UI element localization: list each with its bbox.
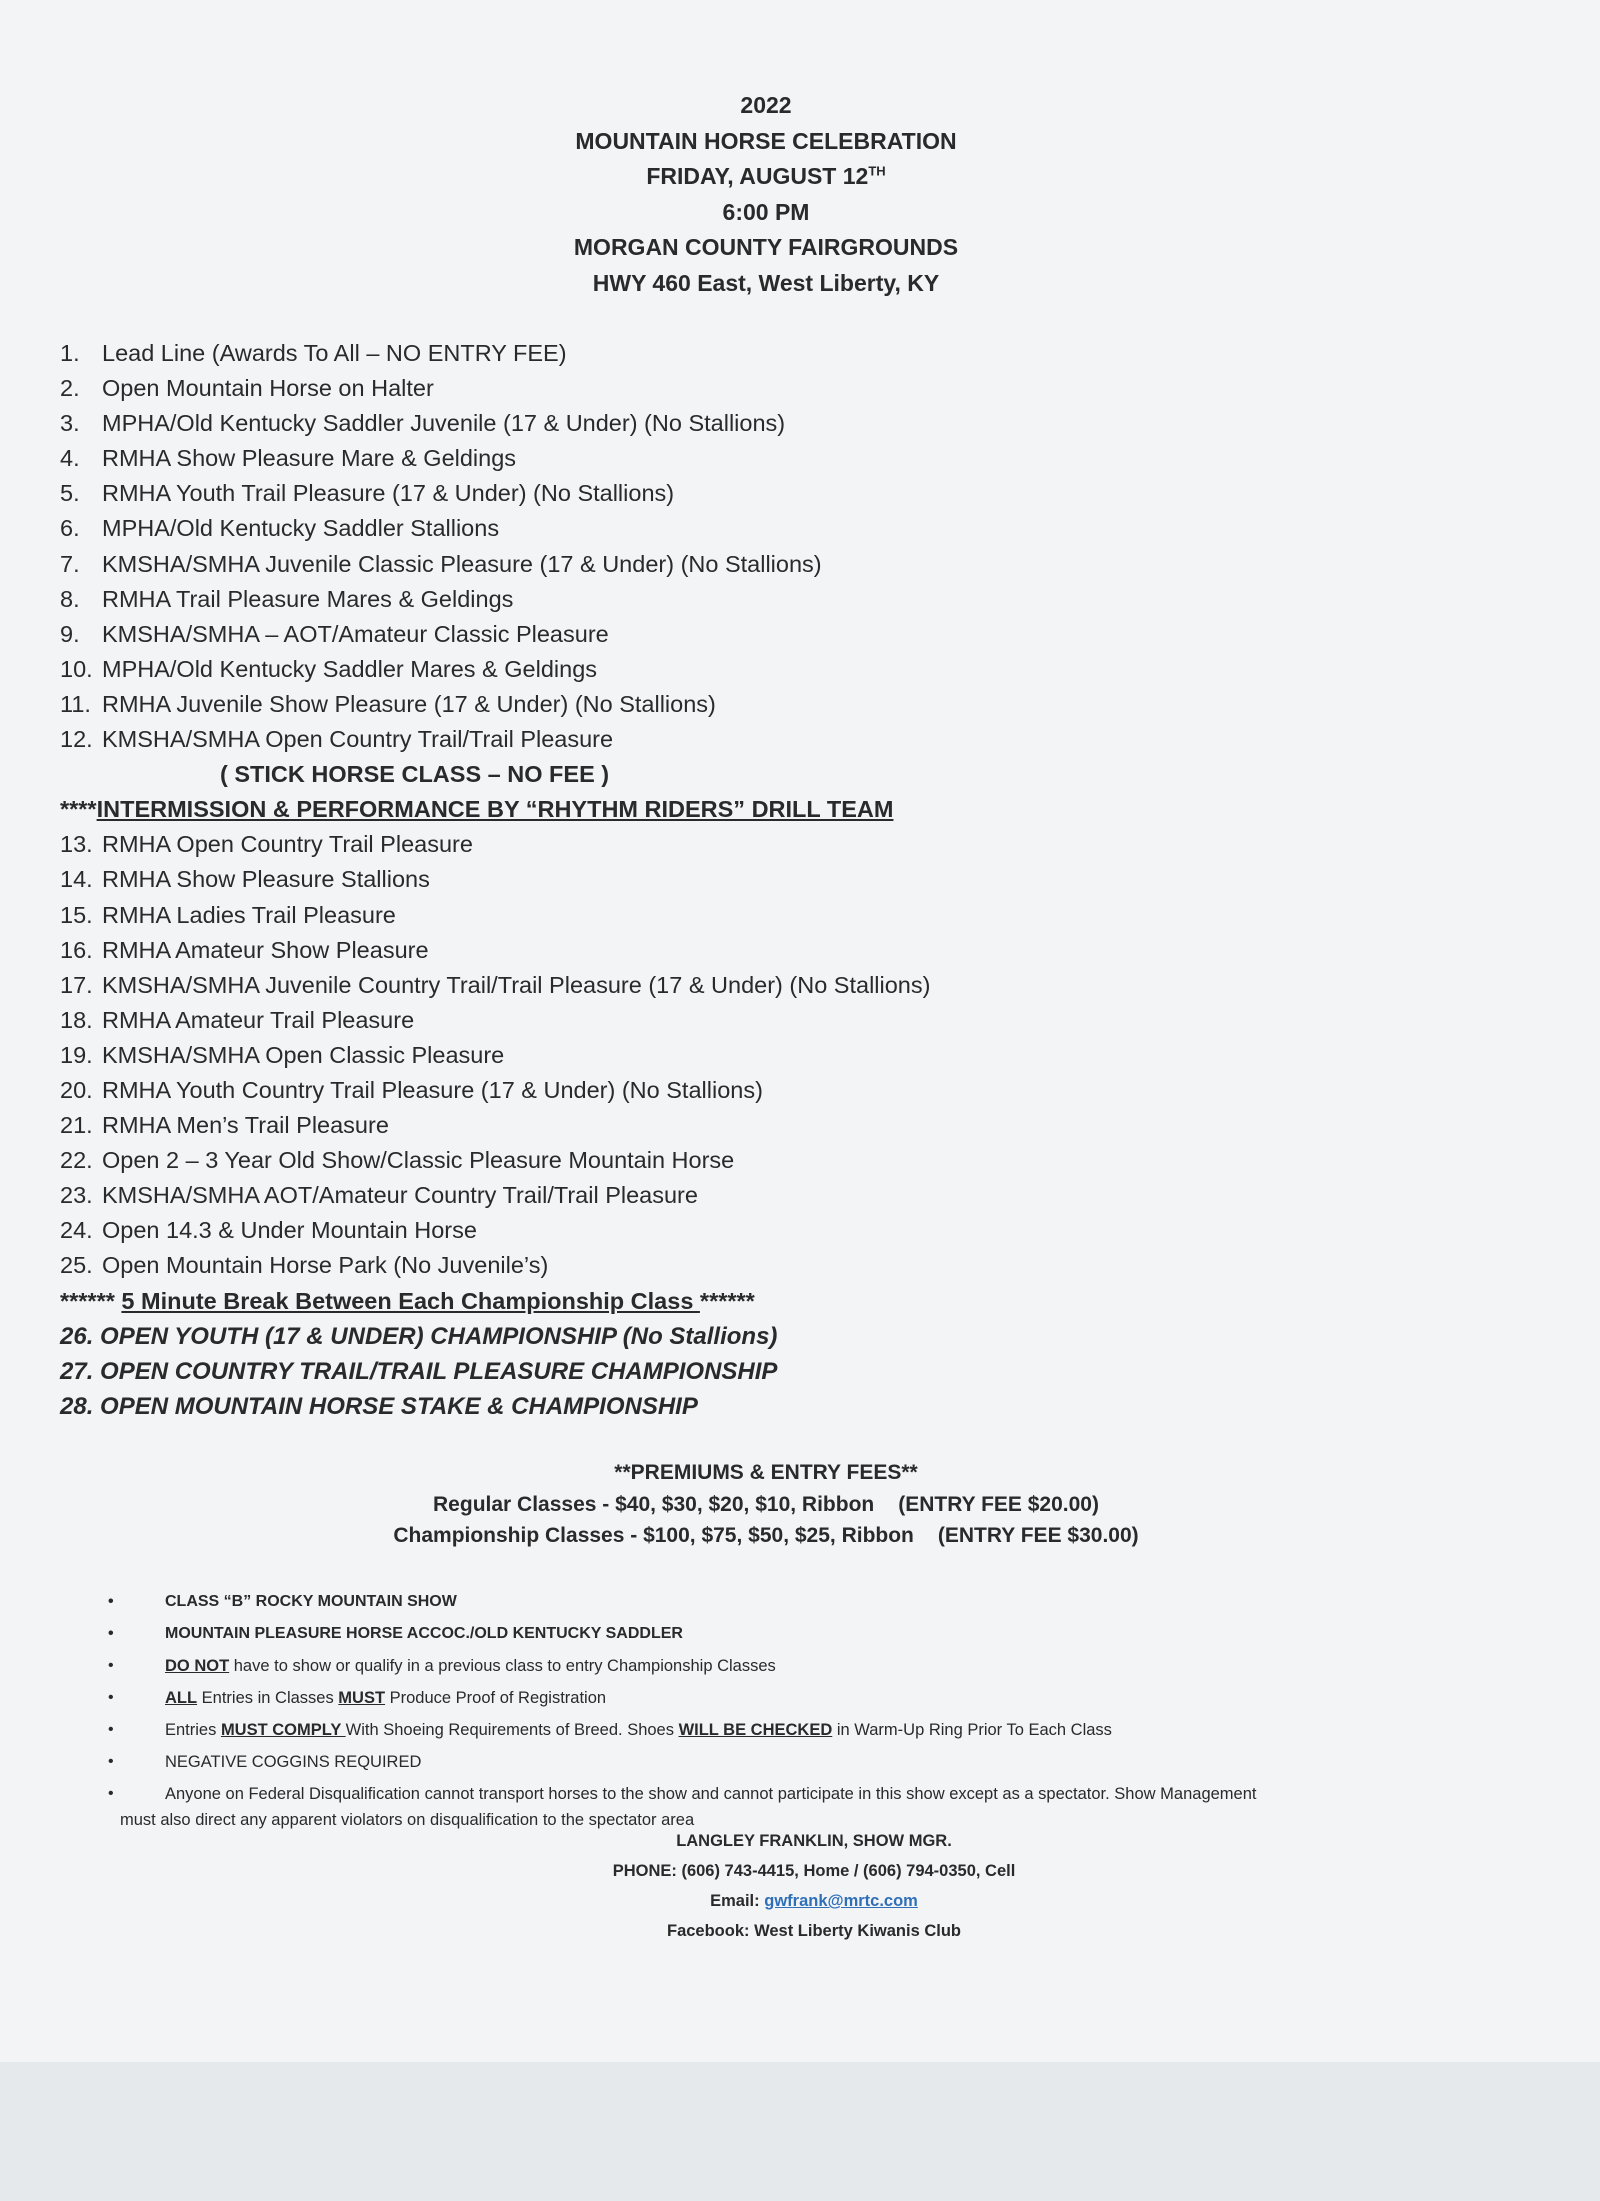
class-number: 5. — [60, 480, 80, 507]
class-number: 18. — [60, 1006, 93, 1033]
championship-classes-line — [0, 1520, 1532, 1552]
rule-text: have to show or qualify in a previous class to entry Championship Classes — [229, 1657, 776, 1675]
class-item — [60, 652, 1520, 687]
class-number: 7. — [60, 550, 80, 577]
rule-text: Entries — [165, 1721, 221, 1739]
class-number: 16. — [60, 936, 93, 963]
intermission-line — [60, 792, 1520, 827]
class-item — [60, 1108, 1520, 1143]
championship-27: 27. OPEN COUNTRY TRAIL/TRAIL PLEASURE CHAMPIONSHIP — [60, 1357, 778, 1385]
rule-item — [100, 1618, 1520, 1650]
class-item — [60, 722, 1520, 757]
class-name: KMSHA/SMHA Open Country Trail/Trail Pleasure — [102, 726, 614, 753]
break-stars-left: ****** — [60, 1287, 122, 1314]
class-list — [60, 336, 1520, 1424]
event-date — [0, 159, 1532, 195]
class-name: KMSHA/SMHA Open Classic Pleasure — [102, 1041, 505, 1068]
class-name: Open Mountain Horse Park (No Juvenile’s) — [102, 1252, 549, 1279]
event-header — [0, 88, 1532, 301]
bullet-dot: • — [108, 1593, 114, 1610]
class-number: 6. — [60, 515, 80, 542]
rule-item — [100, 1650, 1520, 1682]
class-number: 4. — [60, 445, 80, 472]
class-name: Open 14.3 & Under Mountain Horse — [102, 1217, 477, 1244]
class-item — [60, 1003, 1520, 1038]
class-name: MPHA/Old Kentucky Saddler Mares & Geldings — [102, 655, 598, 682]
show-manager: LANGLEY FRANKLIN, SHOW MGR. — [676, 1832, 952, 1850]
class-item — [60, 933, 1520, 968]
rule-item — [100, 1714, 1520, 1746]
class-item — [60, 406, 1520, 441]
class-item — [60, 336, 1520, 371]
premiums-section — [0, 1457, 1532, 1552]
break-stars-right: ****** — [699, 1287, 755, 1314]
rule-item — [100, 1682, 1520, 1714]
rule-emphasis: DO NOT — [165, 1657, 230, 1675]
rules-list — [100, 1586, 1520, 1834]
class-number: 22. — [60, 1147, 93, 1174]
class-name: RMHA Ladies Trail Pleasure — [102, 901, 396, 928]
scan-margin — [0, 2062, 1600, 2201]
phone-numbers: PHONE: (606) 743-4415, Home / (606) 794-0350, Cell — [612, 1862, 1016, 1880]
class-item — [60, 968, 1520, 1003]
bullet-dot: • — [108, 1689, 114, 1706]
class-name: RMHA Youth Country Trail Pleasure (17 & Under) (No Stallions) — [102, 1076, 763, 1103]
class-name: RMHA Men’s Trail Pleasure — [102, 1112, 389, 1139]
rule-text: NEGATIVE COGGINS REQUIRED — [165, 1753, 422, 1771]
class-item — [60, 1213, 1520, 1248]
rule-text-continued: must also direct any apparent violators on disqualification to the spectator area — [120, 1811, 695, 1829]
class-number: 14. — [60, 866, 93, 893]
rule-text: Anyone on Federal Disqualification cannot transport horses to the show and cannot participate in this show except as a spectator. Show Management — [165, 1785, 1257, 1803]
break-text: 5 Minute Break Between Each Championship Class — [121, 1287, 700, 1314]
class-list-part-2 — [60, 827, 1520, 1283]
class-name: RMHA Amateur Show Pleasure — [102, 936, 429, 963]
class-item — [60, 511, 1520, 546]
class-name: RMHA Open Country Trail Pleasure — [102, 831, 473, 858]
class-number: 24. — [60, 1217, 93, 1244]
class-number: 15. — [60, 901, 93, 928]
rule-emphasis: MUST — [338, 1689, 386, 1707]
bullet-dot: • — [108, 1657, 114, 1674]
email-label: Email: — [710, 1892, 765, 1910]
rule-emphasis: WILL BE CHECKED — [678, 1721, 833, 1739]
class-number: 2. — [60, 375, 80, 402]
email-link[interactable]: gwfrank@mrtc.com — [764, 1892, 918, 1910]
class-item — [60, 441, 1520, 476]
regular-entry-fee: (ENTRY FEE $20.00) — [898, 1492, 1099, 1516]
premiums-title: **PREMIUMS & ENTRY FEES** — [614, 1461, 918, 1484]
rule-emphasis: MUST COMPLY — [220, 1721, 346, 1739]
class-item — [60, 1143, 1520, 1178]
event-address: HWY 460 East, West Liberty, KY — [592, 269, 940, 296]
event-date-text: FRIDAY, AUGUST 12 — [646, 163, 869, 189]
class-number: 20. — [60, 1076, 93, 1103]
championship-entry-fee: (ENTRY FEE $30.00) — [937, 1524, 1139, 1547]
bullet-dot: • — [108, 1785, 114, 1802]
class-number: 12. — [60, 726, 93, 753]
rule-text: in Warm-Up Ring Prior To Each Class — [832, 1721, 1112, 1739]
class-item — [60, 1178, 1520, 1213]
rule-text: CLASS “B” ROCKY MOUNTAIN SHOW — [165, 1593, 457, 1610]
class-item — [60, 687, 1520, 722]
class-number: 25. — [60, 1252, 93, 1279]
class-item — [60, 1038, 1520, 1073]
class-number: 19. — [60, 1041, 93, 1068]
stick-horse-class: ( STICK HORSE CLASS – NO FEE ) — [220, 761, 610, 788]
class-item — [60, 898, 1520, 933]
event-year: 2022 — [740, 92, 792, 118]
class-name: MPHA/Old Kentucky Saddler Juvenile (17 & Under) (No Stallions) — [102, 410, 786, 437]
class-number: 1. — [60, 340, 80, 366]
class-number: 11. — [60, 690, 91, 717]
bullet-dot: • — [108, 1721, 114, 1738]
regular-premiums: Regular Classes - $40, $30, $20, $10, Ribbon — [433, 1492, 875, 1516]
class-item — [60, 1073, 1520, 1108]
class-number: 10. — [60, 655, 93, 682]
rule-text: Entries in Classes — [197, 1689, 339, 1707]
bullet-dot: • — [108, 1753, 114, 1770]
rule-text: With Shoeing Requirements of Breed. Shoes — [345, 1721, 679, 1739]
championship-28: 28. OPEN MOUNTAIN HORSE STAKE & CHAMPIONSHIP — [60, 1392, 698, 1420]
class-name: Lead Line (Awards To All – NO ENTRY FEE) — [102, 340, 567, 366]
class-item — [60, 617, 1520, 652]
rule-text: Produce Proof of Registration — [385, 1689, 607, 1707]
class-name: RMHA Trail Pleasure Mares & Geldings — [102, 585, 514, 612]
rule-item — [100, 1746, 1520, 1778]
email-line — [0, 1886, 1600, 1916]
class-name: RMHA Youth Trail Pleasure (17 & Under) (No Stallions) — [102, 480, 675, 507]
class-item — [60, 547, 1520, 582]
class-name: RMHA Show Pleasure Mare & Geldings — [102, 445, 517, 472]
championship-premiums: Championship Classes - $100, $75, $50, $25, Ribbon — [393, 1524, 914, 1547]
class-item — [60, 862, 1520, 897]
event-venue: MORGAN COUNTY FAIRGROUNDS — [573, 234, 959, 260]
class-item — [60, 827, 1520, 862]
class-number: 17. — [60, 971, 93, 998]
class-name: KMSHA/SMHA Juvenile Classic Pleasure (17 & Under) (No Stallions) — [102, 550, 822, 577]
class-name: RMHA Show Pleasure Stallions — [102, 866, 430, 893]
class-name: KMSHA/SMHA AOT/Amateur Country Trail/Trail Pleasure — [102, 1182, 698, 1209]
class-name: RMHA Juvenile Show Pleasure (17 & Under) (No Stallions) — [102, 690, 716, 717]
class-number: 8. — [60, 585, 80, 612]
class-number: 9. — [60, 620, 80, 647]
class-name: Open Mountain Horse on Halter — [102, 375, 434, 402]
class-item — [60, 476, 1520, 511]
contact-section — [0, 1826, 1600, 1946]
class-number: 3. — [60, 410, 80, 437]
intermission-stars: **** — [60, 796, 97, 823]
class-number: 13. — [60, 831, 93, 858]
class-name: Open 2 – 3 Year Old Show/Classic Pleasure Mountain Horse — [102, 1147, 735, 1174]
class-item — [60, 582, 1520, 617]
event-time: 6:00 PM — [722, 198, 810, 225]
regular-classes-line — [0, 1489, 1532, 1521]
rule-text: MOUNTAIN PLEASURE HORSE ACCOC./OLD KENTUCKY SADDLER — [165, 1625, 683, 1642]
event-title: MOUNTAIN HORSE CELEBRATION — [575, 127, 957, 154]
event-date-suffix: TH — [868, 163, 886, 179]
championship-26: 26. OPEN YOUTH (17 & UNDER) CHAMPIONSHIP (No Stallions) — [60, 1322, 778, 1350]
class-name: KMSHA/SMHA – AOT/Amateur Classic Pleasure — [102, 620, 609, 647]
facebook-line: Facebook: West Liberty Kiwanis Club — [667, 1922, 961, 1940]
class-item — [60, 1248, 1520, 1283]
class-name: MPHA/Old Kentucky Saddler Stallions — [102, 515, 500, 542]
intermission-text: INTERMISSION & PERFORMANCE BY “RHYTHM RIDERS” DRILL TEAM — [96, 796, 894, 823]
class-name: KMSHA/SMHA Juvenile Country Trail/Trail Pleasure (17 & Under) (No Stallions) — [102, 971, 931, 998]
rule-emphasis: ALL — [165, 1689, 198, 1707]
class-number: 21. — [60, 1112, 93, 1139]
championship-break-line — [60, 1284, 1520, 1319]
rule-item — [100, 1586, 1520, 1618]
class-name: RMHA Amateur Trail Pleasure — [102, 1006, 415, 1033]
class-list-part-1 — [60, 336, 1520, 757]
bullet-dot: • — [108, 1625, 114, 1642]
class-item — [60, 371, 1520, 406]
class-number: 23. — [60, 1182, 93, 1209]
